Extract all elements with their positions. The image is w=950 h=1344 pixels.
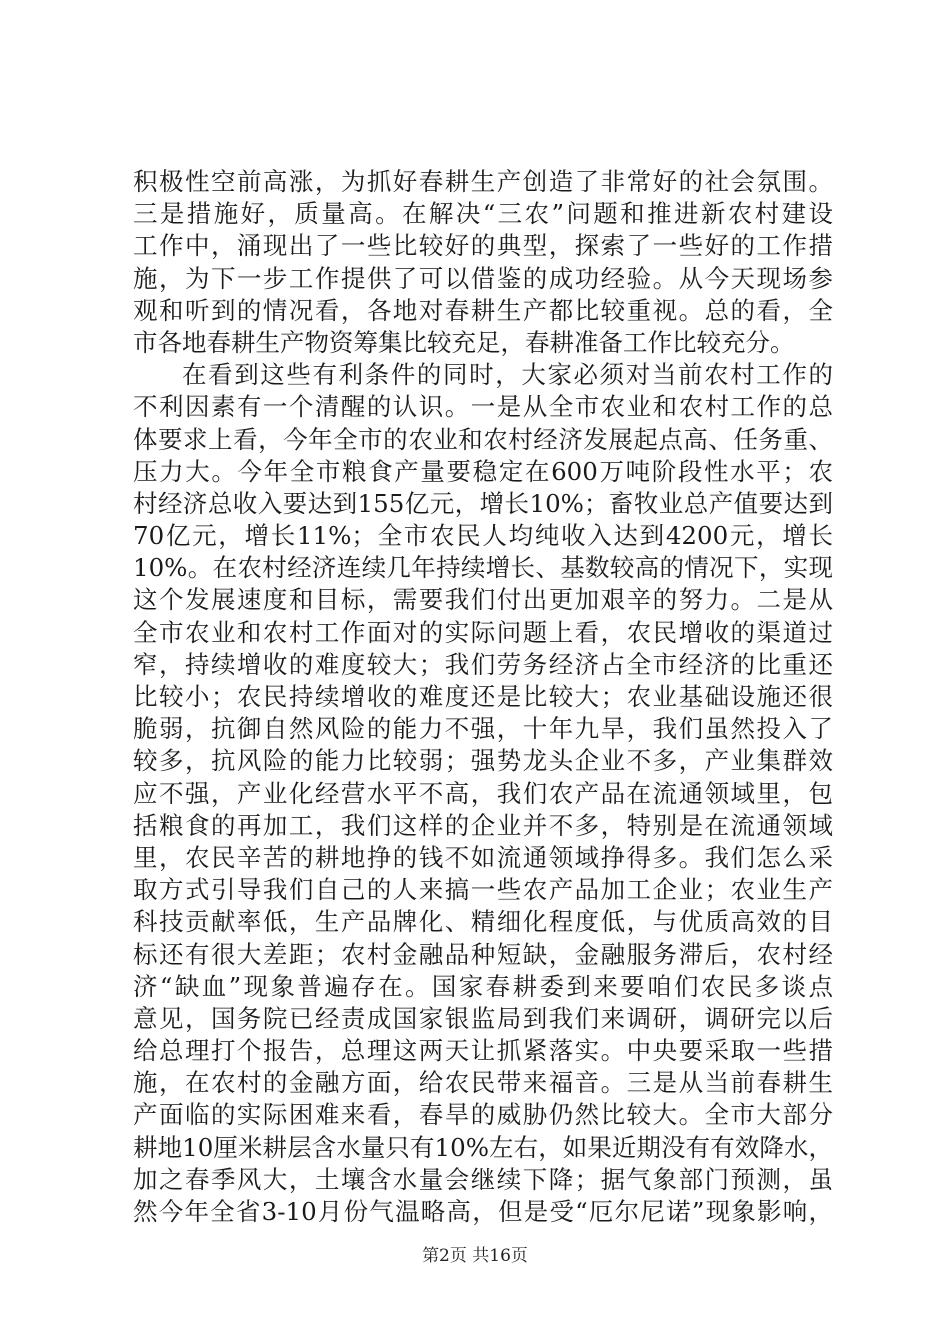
text-line: 脆弱，抗御自然风险的能力不强，十年九旱，我们虽然投入了 xyxy=(133,714,833,744)
text-line: 科技贡献率低，生产品牌化、精细化程度低，与优质高效的目 xyxy=(133,907,833,937)
text-line: 工作中，涌现出了一些比较好的典型，探索了一些好的工作措 xyxy=(133,231,833,261)
text-line: 体要求上看，今年全市的农业和农村经济发展起点高、任务重、 xyxy=(133,424,833,454)
text-line: 施，在农村的金融方面，给农民带来福音。三是从当前春耕生 xyxy=(133,1068,833,1098)
text-line: 济“缺血”现象普遍存在。国家春耕委到来要咱们农民多谈点 xyxy=(133,971,833,1001)
text-line: 施，为下一步工作提供了可以借鉴的成功经验。从今天现场参 xyxy=(133,263,833,293)
text-line: 意见，国务院已经责成国家银监局到我们来调研，调研完以后 xyxy=(133,1003,833,1033)
text-line: 括粮食的再加工，我们这样的企业并不多，特别是在流通领域 xyxy=(133,810,833,840)
text-line: 这个发展速度和目标，需要我们付出更加艰辛的努力。二是从 xyxy=(133,585,833,615)
text-line: 里，农民辛苦的耕地挣的钱不如流通领域挣得多。我们怎么采 xyxy=(133,842,833,872)
text-line: 取方式引导我们自己的人来搞一些农产品加工企业；农业生产 xyxy=(133,875,833,905)
text-line: 然今年全省3-10月份气温略高，但是受“厄尔尼诺”现象影响， xyxy=(133,1197,833,1226)
text-line: 三是措施好，质量高。在解决“三农”问题和推进新农村建设 xyxy=(133,199,833,229)
text-line: 积极性空前高涨，为抓好春耕生产创造了非常好的社会氛围。 xyxy=(133,167,833,196)
paragraph-first-line: 在看到这些有利条件的同时，大家必须对当前农村工作的 xyxy=(182,360,833,390)
body-text xyxy=(133,166,833,1228)
text-line: 比较小；农民持续增收的难度还是比较大；农业基础设施还很 xyxy=(133,682,833,711)
text-line: 70亿元，增长11%；全市农民人均纯收入达到4200元，增长 xyxy=(133,521,833,551)
text-line: 全市农业和农村工作面对的实际问题上看，农民增收的渠道过 xyxy=(133,617,833,647)
text-line: 标还有很大差距；农村金融品种短缺，金融服务滞后，农村经 xyxy=(133,939,833,969)
text-line: 应不强，产业化经营水平不高，我们农产品在流通领域里，包 xyxy=(133,778,833,808)
text-line: 产面临的实际困难来看，春旱的威胁仍然比较大。全市大部分 xyxy=(133,1100,833,1130)
text-line: 10%。在农村经济连续几年持续增长、基数较高的情况下，实现 xyxy=(133,553,833,583)
text-line: 市各地春耕生产物资筹集比较充足，春耕准备工作比较充分。 xyxy=(133,327,795,357)
text-line: 压力大。今年全市粮食产量要稳定在600万吨阶段性水平；农 xyxy=(133,456,833,486)
page-number-footer: 第2页 共16页 xyxy=(422,1246,528,1266)
text-line: 耕地10厘米耕层含水量只有10%左右，如果近期没有有效降水， xyxy=(133,1132,833,1162)
text-line: 给总理打个报告，总理这两天让抓紧落实。中央要采取一些措 xyxy=(133,1036,833,1066)
text-line: 村经济总收入要达到155亿元，增长10%；畜牧业总产值要达到 xyxy=(133,488,833,518)
text-line: 较多，抗风险的能力比较弱；强势龙头企业不多，产业集群效 xyxy=(133,746,833,776)
text-line: 加之春季风大，土壤含水量会继续下降；据气象部门预测，虽 xyxy=(133,1164,833,1194)
text-line: 不利因素有一个清醒的认识。一是从全市农业和农村工作的总 xyxy=(133,392,833,422)
text-line: 窄，持续增收的难度较大；我们劳务经济占全市经济的比重还 xyxy=(133,649,833,679)
text-line: 观和听到的情况看，各地对春耕生产都比较重视。总的看，全 xyxy=(133,295,833,325)
